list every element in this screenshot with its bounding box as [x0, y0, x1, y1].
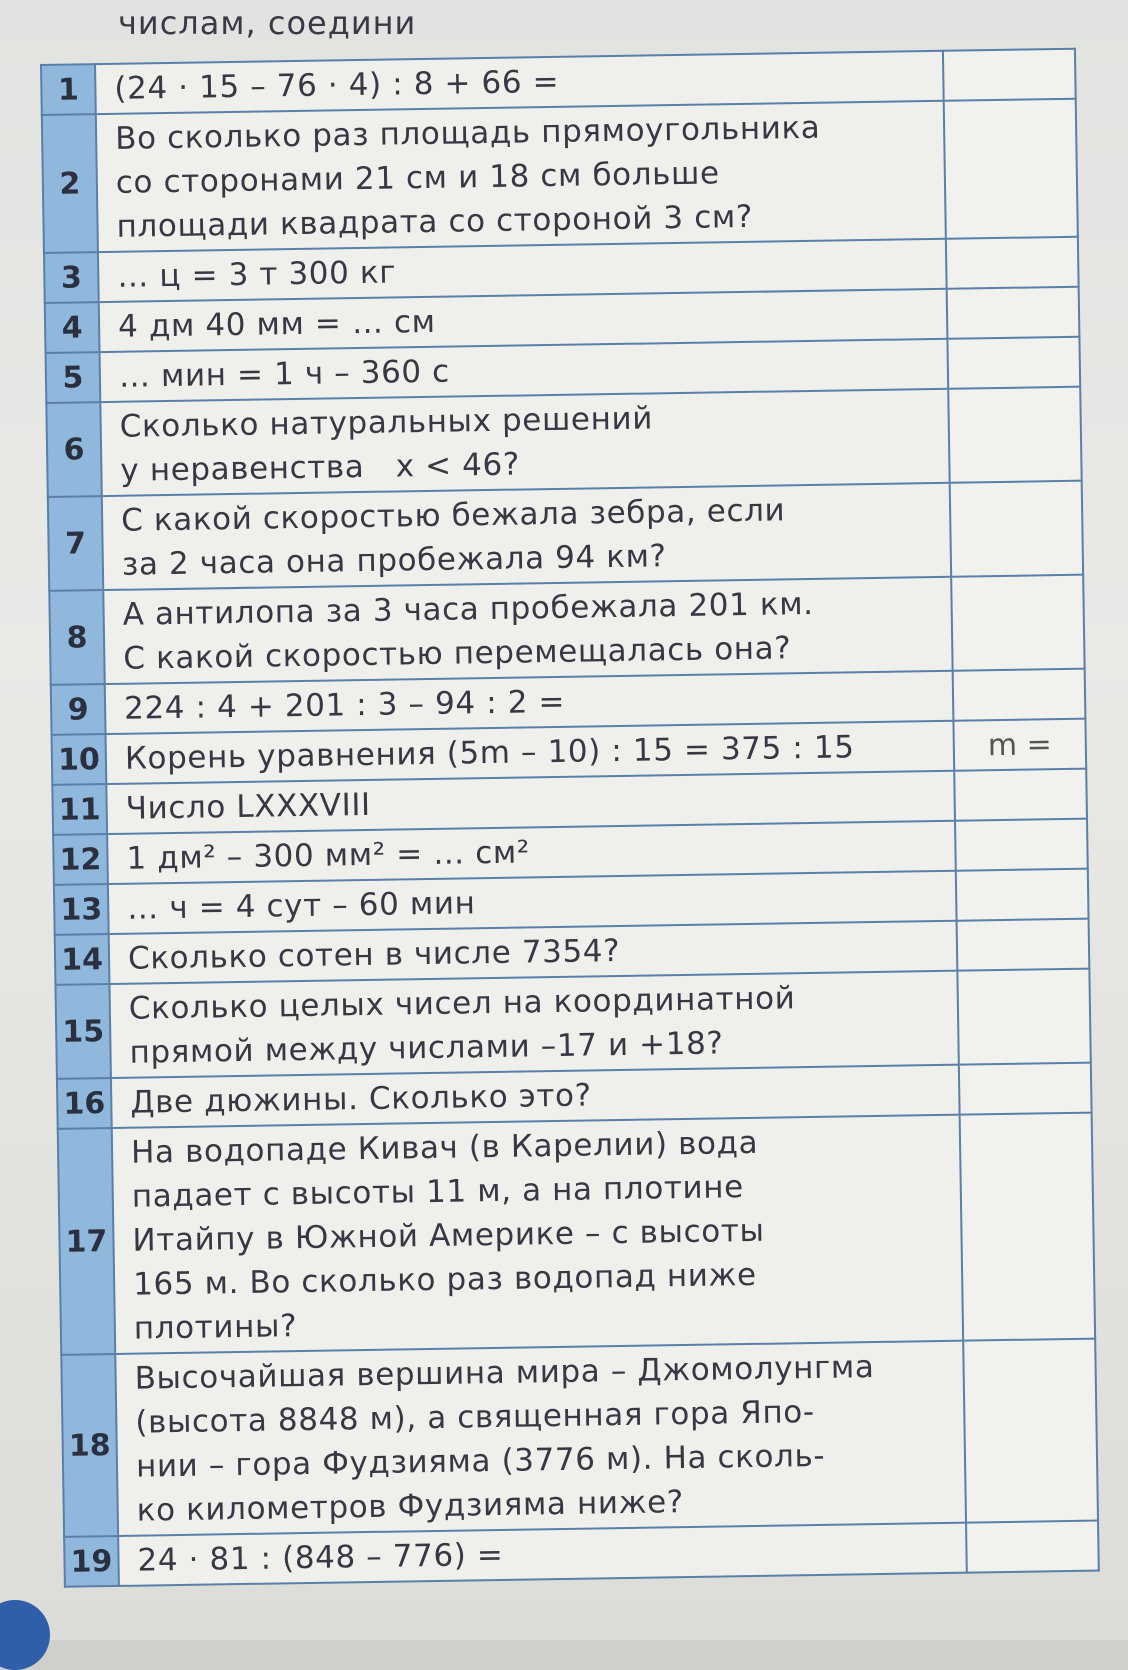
answer-cell: [954, 769, 1087, 821]
task-text-line: у неравенства x < 46?: [120, 446, 521, 489]
corner-marker: [0, 1600, 50, 1670]
answer-cell: [960, 1113, 1096, 1341]
task-number: 13: [54, 884, 109, 935]
answer-cell: [946, 237, 1079, 289]
answer-cell: [955, 819, 1088, 871]
task-number: 14: [55, 934, 110, 985]
task-text-line: 224 : 4 + 201 : 3 – 94 : 2 =: [123, 683, 566, 727]
answer-cell: [957, 969, 1090, 1065]
answer-cell: [956, 869, 1089, 921]
answer-cell: [944, 99, 1078, 239]
answer-cell: [947, 287, 1080, 339]
answer-cell: [957, 919, 1090, 971]
answer-cell: [950, 481, 1083, 577]
task-number: 18: [61, 1354, 118, 1537]
task-text-line: 165 м. Во сколько раз водопад ниже: [132, 1256, 757, 1303]
task-text-line: Итайпу в Южной Америке – с высоты: [132, 1212, 765, 1259]
task-number: 10: [52, 734, 107, 785]
task-text-line: Сколько натуральных решений: [119, 400, 654, 445]
task-text-line: 24 · 81 : (848 – 776) =: [137, 1536, 504, 1579]
task-row: [61, 1339, 1098, 1537]
task-text-line: 4 дм 40 мм = … см: [117, 303, 436, 345]
task-text-line: На водопаде Кивач (в Карелии) вода: [130, 1124, 759, 1171]
task-text-line: нии – гора Фудзияма (3776 м). На сколь-: [135, 1437, 826, 1485]
task-text-line: С какой скоростью перемещалась она?: [123, 630, 792, 677]
task-row: [42, 99, 1078, 253]
task-number: 19: [64, 1536, 119, 1587]
task-table-body: [41, 49, 1099, 1587]
answer-cell: [943, 49, 1076, 101]
answer-cell: [963, 1339, 1098, 1523]
task-number: 9: [51, 684, 106, 735]
task-text-line: Число LXXXVIII: [125, 786, 372, 827]
task-number: 8: [49, 590, 104, 685]
task-row: [55, 969, 1090, 1079]
task-text-line: Во сколько раз площадь прямоугольника: [114, 109, 821, 157]
task-number: 2: [42, 114, 98, 253]
task-number: 12: [53, 834, 108, 885]
task-text-line: Корень уравнения (5m – 10) : 15 = 375 : 15: [124, 729, 855, 777]
answer-cell: [948, 387, 1081, 483]
task-text: [100, 389, 949, 496]
task-number: 3: [44, 252, 99, 303]
task-number: 4: [45, 302, 100, 353]
task-text-line: … мин = 1 ч – 360 с: [118, 353, 451, 395]
task-text-line: С какой скоростью бежала зебра, если: [120, 492, 786, 539]
task-number: 17: [58, 1128, 116, 1355]
task-text: [103, 577, 952, 684]
task-number: 5: [46, 352, 101, 403]
task-text-line: за 2 часа она пробежала 94 км?: [121, 538, 667, 583]
task-text-line: ко километров Фудзияма ниже?: [136, 1484, 685, 1529]
task-row: [58, 1113, 1095, 1355]
answer-cell: [947, 337, 1080, 389]
task-table-wrapper: [40, 48, 1094, 1580]
task-text: [102, 483, 951, 590]
task-text-line: Сколько целых чисел на координатной: [128, 980, 796, 1027]
task-table: [40, 48, 1100, 1588]
task-text-line: Сколько сотен в числе 7354?: [127, 932, 621, 977]
task-text: [109, 971, 958, 1078]
answer-cell: [953, 669, 1086, 721]
answer-cell: [966, 1521, 1099, 1573]
task-text-line: со сторонами 21 см и 18 см больше: [115, 155, 720, 201]
answer-cell: [959, 1063, 1092, 1115]
task-row: [49, 575, 1084, 685]
answer-cell: [951, 575, 1084, 671]
task-text-line: (высота 8848 м), а священная гора Япо-: [135, 1394, 815, 1441]
task-number: 11: [52, 784, 107, 835]
task-number: 15: [55, 984, 110, 1079]
task-row: [46, 387, 1081, 497]
task-text-line: падает с высоты 11 м, а на плотине: [131, 1169, 745, 1215]
task-number: 6: [46, 402, 101, 497]
task-number: 1: [41, 64, 96, 115]
answer-cell: m =: [953, 719, 1086, 771]
task-text: [115, 1341, 966, 1536]
task-row: [48, 481, 1083, 591]
task-number: 16: [57, 1078, 112, 1129]
task-text: [96, 101, 946, 252]
task-text-line: плотины?: [133, 1308, 298, 1347]
task-text-line: … ц = 3 т 300 кг: [117, 254, 397, 295]
task-text-line: Две дюжины. Сколько это?: [130, 1077, 592, 1121]
task-number: 7: [48, 496, 103, 591]
task-text-line: Высочайшая вершина мира – Джомолунгма: [134, 1349, 875, 1397]
page-heading: числам, соедини: [118, 4, 417, 42]
task-text: [112, 1115, 963, 1354]
task-text-line: 1 дм² – 300 мм² = … см²: [126, 834, 531, 877]
task-text-line: А антилопа за 3 часа пробежала 201 км.: [122, 585, 814, 633]
task-text-line: прямой между числами –17 и +18?: [129, 1025, 724, 1071]
task-text-line: (24 · 15 – 76 · 4) : 8 + 66 =: [114, 63, 560, 107]
task-text-line: … ч = 4 сут – 60 мин: [126, 885, 476, 927]
task-text-line: площади квадрата со стороной 3 см?: [116, 198, 754, 245]
